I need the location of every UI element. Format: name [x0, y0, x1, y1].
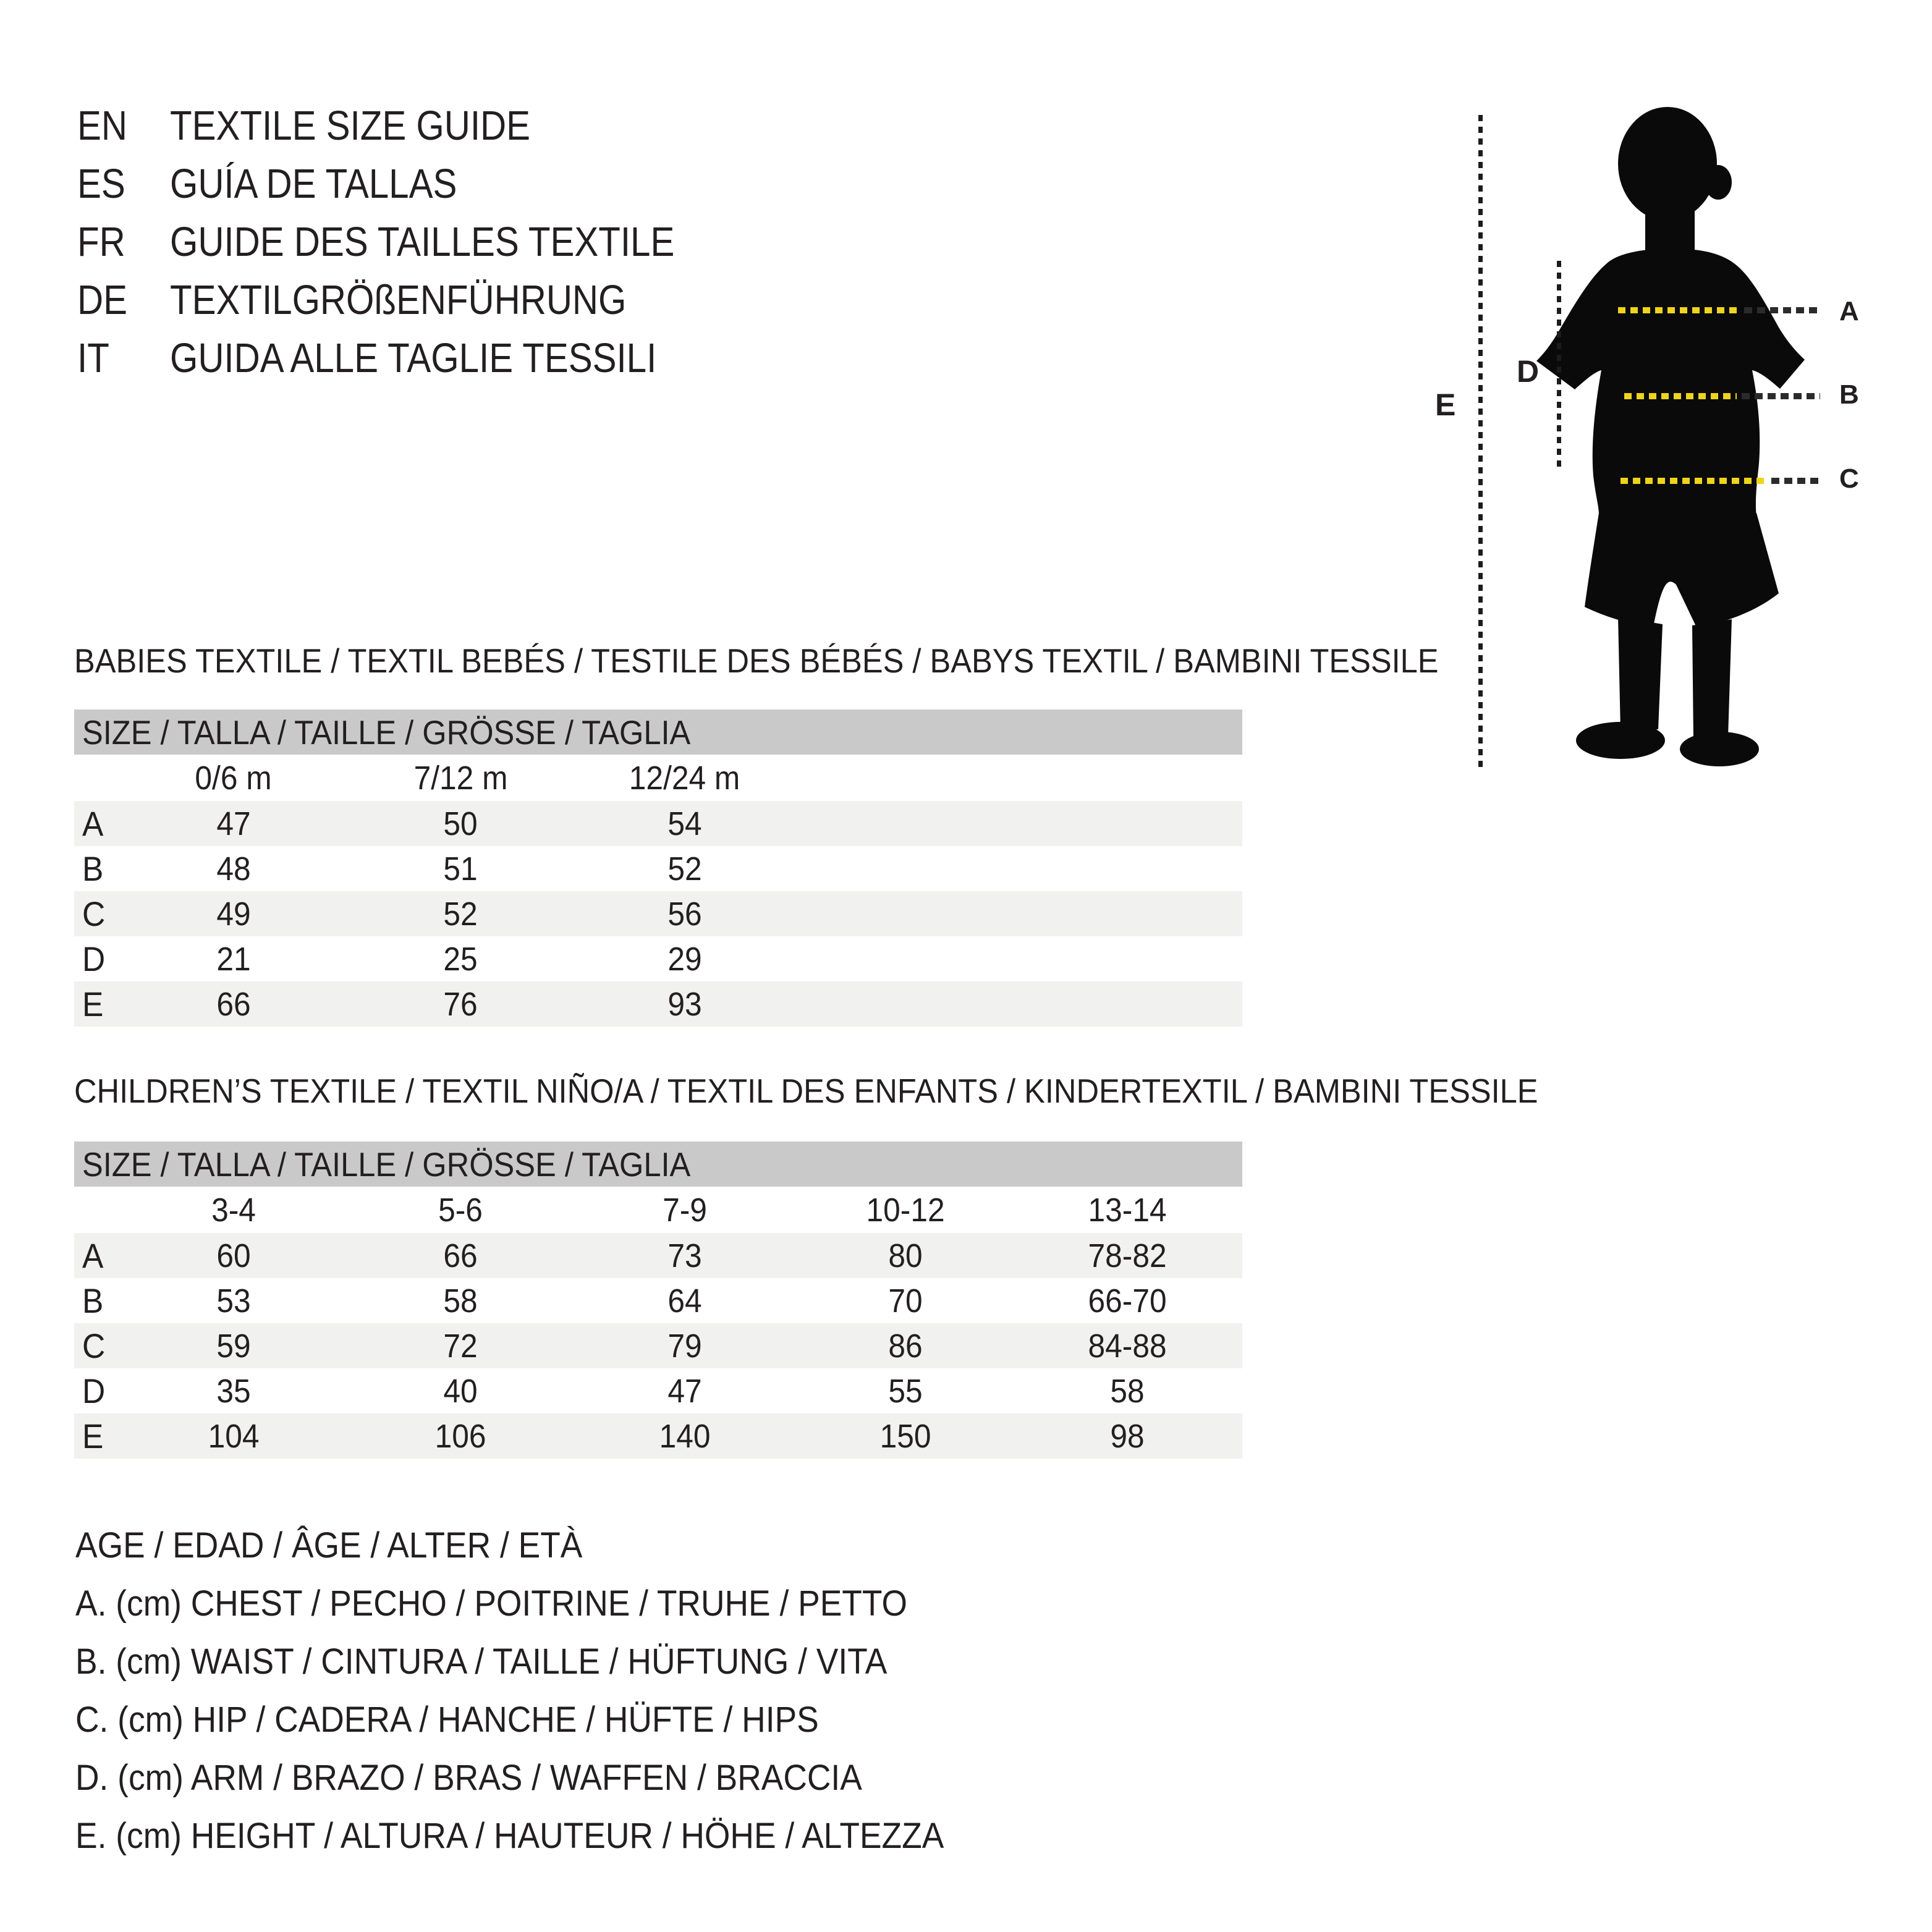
children-size-table: [74, 1187, 1242, 1459]
value-cell: [116, 1413, 351, 1459]
value-text: 35: [216, 1372, 251, 1410]
children-size-header-bar: [74, 1142, 1242, 1187]
value-cell: [116, 1323, 351, 1368]
table-row: [74, 936, 1242, 981]
value-text: 93: [667, 985, 702, 1023]
lang-title: TEXTILGRÖßENFÜHRUNG: [170, 276, 627, 323]
lang-row-fr: [77, 213, 750, 271]
hip-label: C: [1839, 464, 1859, 494]
value-text: 59: [216, 1327, 251, 1365]
value-cell: [570, 891, 799, 936]
column-header-text: 0/6 m: [195, 759, 273, 797]
value-cell: [1012, 1233, 1242, 1278]
table-row: [74, 1278, 1242, 1323]
value-cell: [116, 846, 351, 891]
value-cell: [1012, 1323, 1242, 1368]
table-row: [74, 1368, 1242, 1413]
value-cell: [570, 1413, 799, 1459]
row-label: [74, 891, 116, 936]
value-text: 48: [216, 850, 251, 888]
legend-age: [75, 1517, 1020, 1575]
lang-code-text: DE: [77, 276, 127, 323]
lang-code: [77, 160, 170, 207]
value-text: 52: [667, 850, 702, 888]
column-header-text: 7/12 m: [413, 759, 508, 797]
row-label-text: E: [82, 984, 104, 1023]
babies-column-header-row: [74, 755, 1242, 801]
table-row: [74, 981, 1242, 1027]
children-section-title-text: CHILDREN’S TEXTILE / TEXTIL NIÑO/A / TEXTIL DES ENFANTS / KINDERTEXTIL / BAMBINI TESSILE: [74, 1072, 1538, 1110]
legend-waist: [75, 1633, 1020, 1691]
row-label-text: D: [82, 939, 106, 978]
chest-label: A: [1839, 296, 1859, 326]
lang-code-text: FR: [77, 218, 125, 265]
waist-leader-dash: [1742, 393, 1820, 399]
legend-height: [75, 1807, 1020, 1865]
filler-cell: [799, 981, 1242, 1027]
value-cell: [116, 981, 351, 1027]
legend-arm: [75, 1749, 1020, 1807]
babies-section-title-text: BABIES TEXTILE / TEXTIL BEBÉS / TESTILE DES BÉBÉS / BABYS TEXTIL / BAMBINI TESSILE: [74, 642, 1439, 680]
value-cell: [570, 936, 799, 981]
filler-cell: [799, 755, 1242, 801]
table-row: [74, 1233, 1242, 1278]
column-header-text: 12/24 m: [629, 759, 740, 797]
value-text: 56: [667, 895, 702, 933]
lang-code-text: EN: [77, 102, 127, 149]
hip-measure-dash: [1621, 478, 1769, 484]
value-cell: [570, 1323, 799, 1368]
value-text: 86: [888, 1327, 923, 1365]
row-label-text: B: [82, 1281, 104, 1320]
lang-row-en: [77, 96, 750, 155]
value-cell: [570, 846, 799, 891]
children-column-header-row: [74, 1187, 1242, 1233]
value-cell: [1012, 1413, 1242, 1459]
row-label-text: C: [82, 1326, 106, 1365]
value-text: 66: [216, 985, 251, 1023]
value-cell: [351, 891, 570, 936]
column-header-text: 7-9: [663, 1191, 707, 1229]
row-label: [74, 801, 116, 846]
value-cell: [351, 1368, 570, 1413]
row-label-text: A: [82, 803, 104, 843]
corner-cell: [74, 1187, 116, 1233]
row-label: [74, 1278, 116, 1323]
row-label: [74, 846, 116, 891]
legend-text: AGE / EDAD / ÂGE / ALTER / ETÀ: [75, 1525, 583, 1566]
lang-title: TEXTILE SIZE GUIDE: [170, 102, 531, 149]
babies-size-header-bar: [74, 710, 1242, 755]
column-header: [570, 1187, 799, 1233]
row-label: [74, 1368, 116, 1413]
value-text: 50: [443, 805, 478, 842]
row-label-text: D: [82, 1371, 106, 1410]
row-label-text: C: [82, 894, 106, 933]
lang-row-it: [77, 329, 750, 387]
value-text: 60: [216, 1237, 251, 1274]
babies-section-title: [74, 644, 1557, 678]
lang-code: [77, 276, 170, 323]
column-header: [116, 755, 351, 801]
row-label: [74, 1233, 116, 1278]
value-text: 150: [880, 1417, 931, 1455]
value-cell: [116, 891, 351, 936]
lang-code: [77, 334, 170, 381]
table-row: [74, 1413, 1242, 1459]
table-row: [74, 801, 1242, 846]
value-text: 98: [1110, 1417, 1145, 1455]
value-cell: [570, 1368, 799, 1413]
value-text: 106: [435, 1417, 486, 1455]
value-text: 47: [667, 1372, 702, 1410]
chest-measure-dash: [1618, 307, 1742, 313]
value-cell: [799, 1368, 1012, 1413]
row-label-text: B: [82, 849, 104, 888]
value-text: 70: [888, 1282, 923, 1320]
row-label: [74, 1323, 116, 1368]
value-cell: [351, 936, 570, 981]
column-header: [570, 755, 799, 801]
language-title-list: [77, 96, 750, 387]
legend-text: E. (cm) HEIGHT / ALTURA / HAUTEUR / HÖHE / ALTEZZA: [75, 1816, 944, 1856]
legend-text: B. (cm) WAIST / CINTURA / TAILLE / HÜFTUNG / VITA: [75, 1642, 888, 1682]
filler-cell: [799, 801, 1242, 846]
column-header: [351, 1187, 570, 1233]
table-row: [74, 846, 1242, 891]
waist-label: B: [1839, 379, 1859, 410]
value-cell: [799, 1323, 1012, 1368]
table-row: [74, 1323, 1242, 1368]
value-text: 40: [443, 1372, 478, 1410]
value-text: 80: [888, 1237, 923, 1274]
value-cell: [799, 1233, 1012, 1278]
value-cell: [351, 981, 570, 1027]
lang-code-text: ES: [77, 160, 125, 207]
row-label: [74, 981, 116, 1027]
value-cell: [351, 1233, 570, 1278]
value-text: 79: [667, 1327, 702, 1365]
legend-chest: [75, 1575, 1020, 1633]
lang-row-es: [77, 155, 750, 213]
lang-code-text: IT: [77, 334, 109, 381]
value-cell: [116, 936, 351, 981]
filler-cell: [799, 891, 1242, 936]
arm-measure-line: [1557, 261, 1561, 470]
lang-title: GUIDA ALLE TAGLIE TESSILI: [170, 334, 657, 381]
value-text: 84-88: [1088, 1327, 1167, 1365]
legend-hip: [75, 1691, 1020, 1749]
waist-measure-dash: [1624, 393, 1737, 399]
filler-cell: [799, 936, 1242, 981]
legend-text: A. (cm) CHEST / PECHO / POITRINE / TRUHE / PETTO: [75, 1583, 908, 1624]
lang-title: GUIDE DES TAILLES TEXTILE: [170, 218, 675, 265]
value-text: 21: [216, 940, 251, 978]
value-text: 58: [1110, 1372, 1145, 1410]
value-cell: [116, 1278, 351, 1323]
value-cell: [351, 846, 570, 891]
lang-title: GUÍA DE TALLAS: [170, 160, 457, 207]
value-cell: [351, 1278, 570, 1323]
value-text: 64: [667, 1282, 702, 1320]
value-cell: [351, 1323, 570, 1368]
column-header: [799, 1187, 1012, 1233]
value-text: 25: [443, 940, 478, 978]
value-cell: [799, 1413, 1012, 1459]
arm-label: D: [1517, 354, 1540, 389]
column-header-text: 5-6: [438, 1191, 483, 1229]
value-cell: [799, 1278, 1012, 1323]
value-text: 29: [667, 940, 702, 978]
value-cell: [1012, 1278, 1242, 1323]
value-cell: [570, 801, 799, 846]
column-header: [116, 1187, 351, 1233]
table-row: [74, 891, 1242, 936]
measurement-legend: [75, 1517, 1020, 1865]
column-header: [351, 755, 570, 801]
column-header-text: 13-14: [1088, 1191, 1167, 1229]
value-text: 66-70: [1088, 1282, 1167, 1320]
row-label: [74, 936, 116, 981]
row-label-text: A: [82, 1235, 104, 1275]
value-text: 78-82: [1088, 1237, 1167, 1274]
value-text: 140: [659, 1417, 711, 1455]
column-header: [1012, 1187, 1242, 1233]
value-text: 51: [443, 850, 478, 888]
value-text: 49: [216, 895, 251, 933]
value-cell: [351, 1413, 570, 1459]
corner-cell: [74, 755, 116, 801]
chest-leader-dash: [1744, 307, 1820, 313]
value-text: 54: [667, 805, 702, 842]
legend-text: C. (cm) HIP / CADERA / HANCHE / HÜFTE / HIPS: [75, 1700, 819, 1740]
children-section-title: [74, 1074, 1665, 1108]
height-label: E: [1435, 388, 1456, 422]
value-text: 76: [443, 985, 478, 1023]
value-text: 58: [443, 1282, 478, 1320]
value-text: 66: [443, 1237, 478, 1274]
filler-cell: [799, 846, 1242, 891]
lang-row-de: [77, 271, 750, 329]
lang-code: [77, 102, 170, 149]
row-label: [74, 1413, 116, 1459]
value-text: 52: [443, 895, 478, 933]
row-label-text: E: [82, 1416, 104, 1455]
column-header-text: 10-12: [866, 1191, 946, 1229]
children-size-header-text: SIZE / TALLA / TAILLE / GRÖSSE / TAGLIA: [82, 1145, 691, 1184]
babies-size-table: [74, 755, 1242, 1027]
value-cell: [116, 1233, 351, 1278]
value-text: 72: [443, 1327, 478, 1365]
value-cell: [570, 1278, 799, 1323]
hip-leader-dash: [1771, 478, 1820, 484]
value-text: 47: [216, 805, 251, 842]
value-cell: [1012, 1368, 1242, 1413]
value-cell: [570, 1233, 799, 1278]
legend-text: D. (cm) ARM / BRAZO / BRAS / WAFFEN / BRACCIA: [75, 1758, 862, 1798]
value-text: 104: [208, 1417, 260, 1455]
value-text: 53: [216, 1282, 251, 1320]
value-text: 55: [888, 1372, 923, 1410]
lang-code: [77, 218, 170, 265]
value-cell: [116, 1368, 351, 1413]
value-cell: [116, 801, 351, 846]
column-header-text: 3-4: [211, 1191, 256, 1229]
value-text: 73: [667, 1237, 702, 1274]
babies-size-header-text: SIZE / TALLA / TAILLE / GRÖSSE / TAGLIA: [82, 713, 691, 752]
value-cell: [351, 801, 570, 846]
value-cell: [570, 981, 799, 1027]
